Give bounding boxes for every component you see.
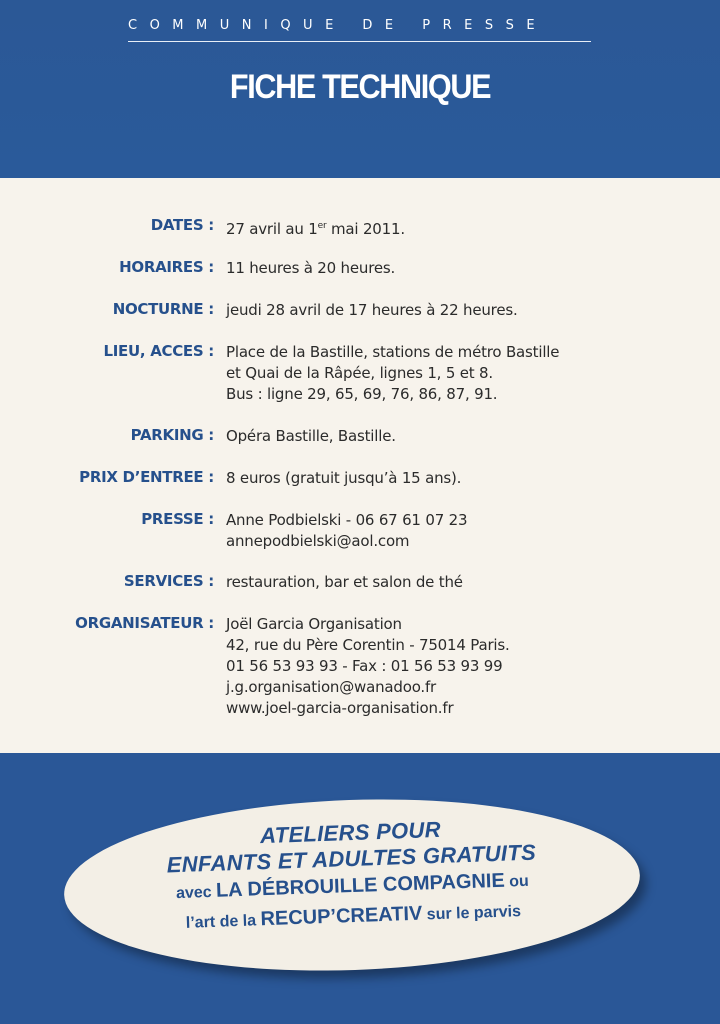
lieu-label: LIEU, ACCES : [103, 342, 214, 360]
horaires-label: HORAIRES : [119, 258, 214, 276]
parking-label: PARKING : [130, 426, 214, 444]
nocturne-label: NOCTURNE : [112, 300, 214, 318]
presse-value: Anne Podbielski - 06 67 61 07 23 annepodbielski@aol.com [226, 511, 468, 550]
press-release-kicker: COMMUNIQUE DE PRESSE [128, 18, 548, 33]
presse-label: PRESSE : [141, 510, 214, 528]
banner-line-2: ENFANTS ET ADULTES GRATUITS [166, 839, 537, 878]
page-title: FICHE TECHNIQUE [229, 68, 491, 106]
prix-value: 8 euros (gratuit jusqu’à 15 ans). [226, 469, 462, 487]
dates-value: 27 avril au 1er mai 2011. [226, 220, 405, 238]
lieu-value: Place de la Bastille, stations de métro Bastille et Quai de la Râpée, lignes 1, 5 et 8. Bus : ligne 29, 65, 69, 76, 86, 87, 91. [226, 343, 560, 403]
kicker-divider [128, 41, 591, 42]
services-label: SERVICES : [123, 572, 214, 590]
nocturne-value: jeudi 28 avril de 17 heures à 22 heures. [226, 301, 518, 319]
workshop-banner-text [62, 810, 642, 942]
organisateur-label: ORGANISATEUR : [75, 614, 214, 632]
header-band [0, 0, 720, 178]
dates-label: DATES : [150, 216, 214, 234]
prix-label: PRIX D’ENTREE : [79, 468, 214, 486]
horaires-value: 11 heures à 20 heures. [226, 259, 396, 277]
banner-line-3: avec LA DÉBROUILLE COMPAGNIE ou [175, 869, 530, 903]
services-value: restauration, bar et salon de thé [226, 573, 463, 591]
organisateur-value: Joël Garcia Organisation 42, rue du Père Corentin - 75014 Paris. 01 56 53 93 93 - Fax : 01 56 53 93 99 j.g.organisation@wanadoo.fr www.joel-garcia-organisation.fr [226, 615, 510, 717]
banner-line-4: l’art de la RECUP’CREATIV sur le parvis [185, 902, 522, 932]
banner-line-1: ATELIERS POUR [259, 816, 442, 849]
parking-value: Opéra Bastille, Bastille. [226, 427, 396, 445]
